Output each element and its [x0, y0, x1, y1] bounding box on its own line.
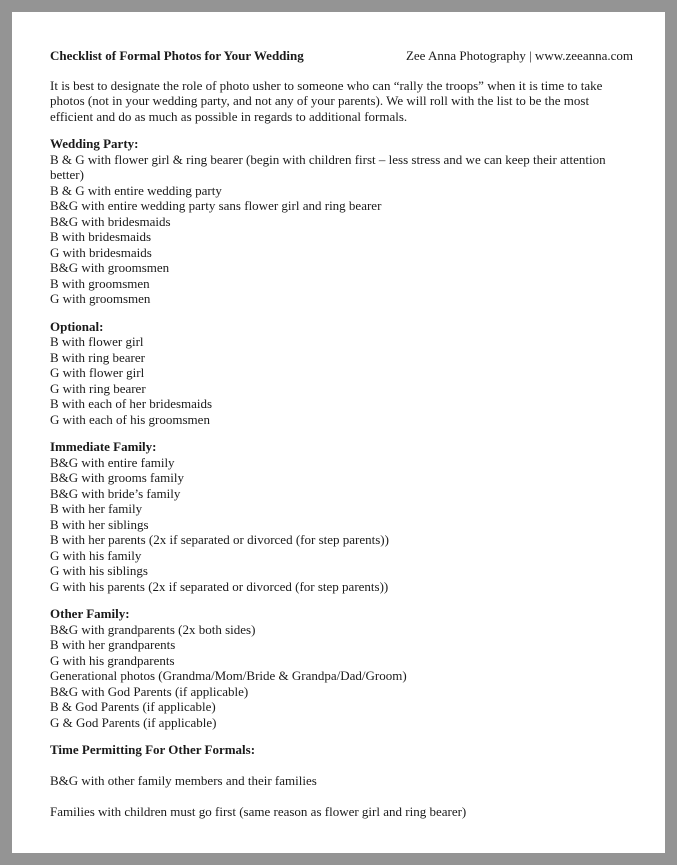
checklist-item: G with bridesmaids — [50, 244, 152, 260]
checklist-item: B with her family — [50, 501, 143, 516]
checklist-item: B&G with groomsmen — [50, 260, 170, 275]
checklist-item: B & G with flower girl & ring bearer (begin with children first – less stress and we can keep their attention better) — [50, 151, 606, 182]
section-heading: Time Permitting For Other Formals: — [50, 742, 256, 757]
checklist-item: B&G with God Parents (if applicable) — [50, 683, 249, 699]
checklist-item: B with each of her bridesmaids — [50, 396, 213, 411]
checklist-item: B&G with grooms family — [50, 470, 184, 485]
checklist-item: B with ring bearer — [50, 349, 145, 365]
section-heading: Other Family: — [50, 606, 130, 621]
checklist-item: B with her grandparents — [50, 637, 176, 652]
checklist-section — [50, 439, 633, 594]
checklist-item: B&G with bridesmaids — [50, 213, 171, 229]
checklist-item: G & God Parents (if applicable) — [50, 714, 217, 730]
checklist-item: Families with children must go first (same reason as flower girl and ring bearer) — [50, 804, 467, 819]
checklist-item: B&G with grandparents (2x both sides) — [50, 621, 256, 637]
section-heading: Immediate Family: — [50, 439, 157, 454]
checklist-item: B with groomsmen — [50, 275, 150, 291]
checklist-sections — [50, 136, 633, 820]
section-heading: Wedding Party: — [50, 136, 139, 151]
checklist-item: B&G with entire wedding party sans flower girl and ring bearer — [50, 198, 382, 213]
section-heading: Optional: — [50, 318, 104, 334]
checklist-item: G with each of his groomsmen — [50, 411, 210, 427]
checklist-item: B&G with entire family — [50, 454, 175, 470]
checklist-item: G with groomsmen — [50, 291, 151, 306]
checklist-item: G with flower girl — [50, 365, 145, 380]
checklist-item: B with bridesmaids — [50, 229, 152, 244]
checklist-item: G with ring bearer — [50, 380, 146, 396]
checklist-section — [50, 136, 633, 307]
checklist-section — [50, 606, 633, 730]
checklist-item: B with flower girl — [50, 334, 144, 349]
intro-paragraph: It is best to designate the role of photo usher to someone who can “rally the troops” when it is time to take photos (not in your wedding party, and not any of your parents). We will roll with the list to be the most efficient and do as much as possible in regards to additional formals. — [50, 77, 603, 124]
checklist-item: B&G with bride’s family — [50, 485, 181, 501]
checklist-item: B & God Parents (if applicable) — [50, 699, 216, 714]
checklist-item: B with her siblings — [50, 516, 149, 532]
photographer-brand: Zee Anna Photography | www.zeeanna.com — [405, 48, 633, 63]
checklist-item: B&G with other family members and their families — [50, 773, 317, 788]
checklist-item: B with her parents (2x if separated or divorced (for step parents)) — [50, 532, 389, 547]
document-title: Checklist of Formal Photos for Your Wedding — [50, 48, 304, 63]
checklist-item: G with his siblings — [50, 563, 148, 578]
checklist-item: B & G with entire wedding party — [50, 182, 222, 198]
checklist-section — [50, 742, 633, 820]
checklist-item: G with his family — [50, 547, 142, 563]
checklist-item: Generational photos (Grandma/Mom/Bride & Grandpa/Dad/Groom) — [50, 668, 407, 683]
document-page — [12, 12, 665, 853]
checklist-section — [50, 319, 633, 428]
checklist-item: G with his grandparents — [50, 652, 175, 668]
document-header — [50, 48, 633, 64]
checklist-item: G with his parents (2x if separated or divorced (for step parents)) — [50, 578, 389, 594]
